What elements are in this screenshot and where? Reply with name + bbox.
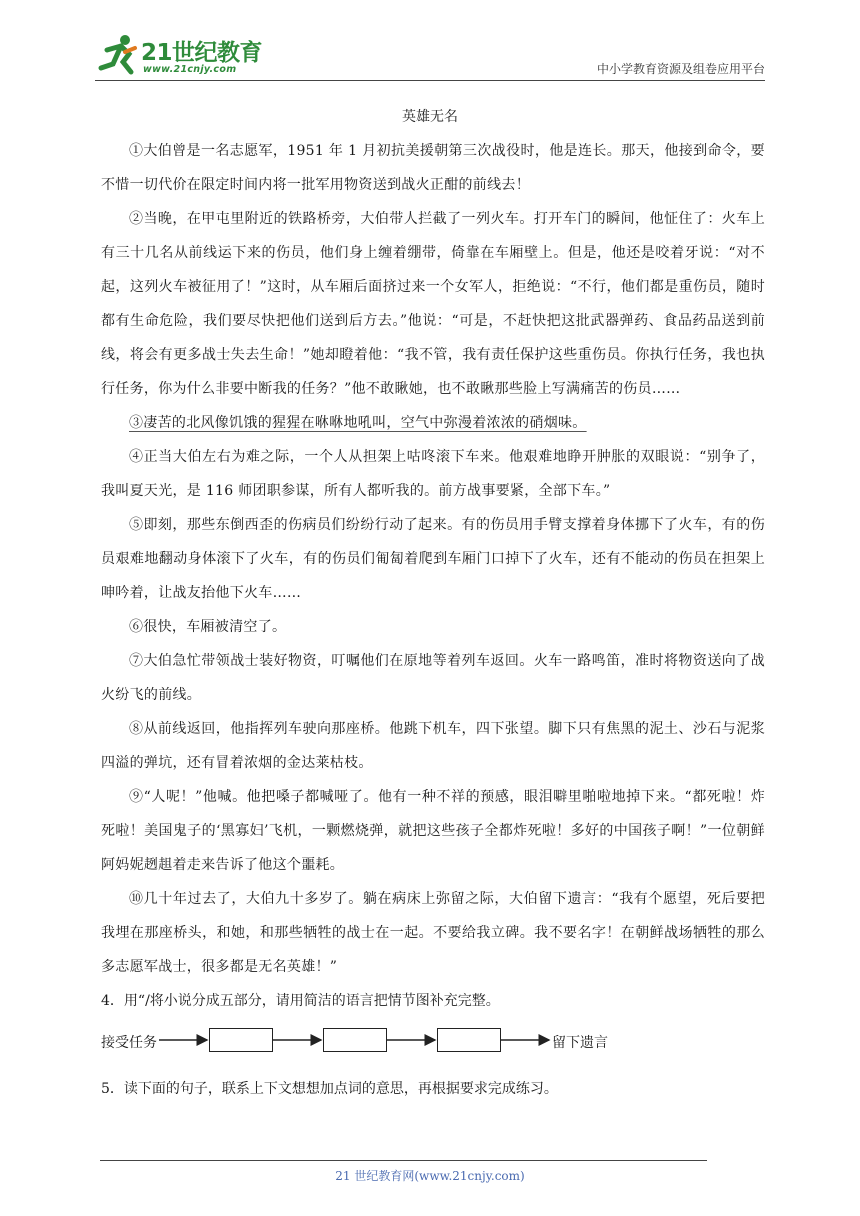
header-divider (95, 80, 765, 81)
paragraph-4: ④正当大伯左右为难之际，一个人从担架上咕咚滚下车来。他艰难地睁开肿胀的双眼说：“别争了，我叫夏天光，是 116 师团职参谋，所有人都听我的。前方战事要紧，全部下车。” (101, 449, 765, 499)
runner-icon (95, 32, 141, 78)
paragraph-7: ⑦大伯急忙带领战士装好物资，叮嘱他们在原地等着列车返回。火车一路鸣笛，准时将物资送向了战火纷飞的前线。 (101, 653, 765, 703)
platform-name: 中小学教育资源及组卷应用平台 (596, 62, 765, 76)
paragraph-10: ⑩几十年过去了，大伯九十多岁了。躺在病床上弥留之际，大伯留下遗言：“我有个愿望，死后要把我埋在那座桥头，和她，和那些牺牲的战士在一起。不要给我立碑。我不要名字！在朝鲜战场牺牲的那么多志愿军战士，很多都是无名英雄！” (101, 891, 765, 975)
article-title: 英雄无名 (402, 109, 458, 125)
paragraph-1: ①大伯曾是一名志愿军，1951 年 1 月初抗美援朝第三次战役时，他是连长。那天，他接到命令，要不惜一切代价在限定时间内将一批军用物资送到战火正酣的前线去！ (101, 143, 765, 193)
logo-text: 21世纪教育 (141, 40, 263, 66)
flow-end-label: 留下遗言 (552, 1035, 608, 1051)
footer-link[interactable]: 21 世纪教育网(www.21cnjy.com) (335, 1169, 525, 1183)
plot-flowchart (101, 1022, 765, 1066)
article-body (101, 134, 765, 1106)
paragraph-6: ⑥很快，车厢被清空了。 (129, 619, 287, 635)
paragraph-3 (101, 406, 765, 440)
paragraph-2: ②当晚，在甲屯里附近的铁路桥旁，大伯带人拦截了一列火车。打开车门的瞬间，他怔住了：火车上有三十几名从前线运下来的伤员，他们身上缠着绷带，倚靠在车厢壁上。但是，他还是咬着牙说：“对不起，这列火车被征用了！”这时，从车厢后面挤过来一个女军人，拒绝说：“不行，他们都是重伤员，随时都有生命危险，我们要尽快把他们送到后方去。”他说：“可是，不赶快把这批武器弹药、食品药品送到前线，将会有更多战士失去生命！”她却瞪着他：“我不管，我有责任保护这些重伤员。你执行任务，我也执行任务，你为什么非要中断我的任务？”他不敢瞅她，也不敢瞅那些脸上写满痛苦的伤员…… (101, 211, 765, 397)
underlined-sentence: ③凄苦的北风像饥饿的猩猩在咻咻地吼叫，空气中弥漫着浓浓的硝烟味。 (129, 415, 587, 431)
footer-divider (100, 1160, 707, 1161)
logo-url: www.21cnjy.com (143, 64, 237, 75)
site-logo[interactable] (95, 32, 265, 80)
page-header (95, 30, 765, 82)
paragraph-9: ⑨“人呢！”他喊。他把嗓子都喊哑了。他有一种不祥的预感，眼泪噼里啪啦地掉下来。“都死啦！炸死啦！美国鬼子的‘黑寡妇’飞机，一颗燃烧弹，就把这些孩子全都炸死啦！多好的中国孩子啊！”一位朝鲜阿妈妮趔趄着走来告诉了他这个噩耗。 (101, 789, 765, 873)
paragraph-8: ⑧从前线返回，他指挥列车驶向那座桥。他跳下机车，四下张望。脚下只有焦黑的泥土、沙石与泥浆四溢的弹坑，还有冒着浓烟的金达莱枯枝。 (101, 721, 765, 771)
flow-blank-box-3[interactable] (437, 1028, 501, 1052)
question-4: 4．用“/将小说分成五部分，请用简洁的语言把情节图补充完整。 (101, 993, 500, 1009)
flow-blank-box-2[interactable] (323, 1028, 387, 1052)
flow-start-label: 接受任务 (101, 1035, 157, 1051)
paragraph-5: ⑤即刻，那些东倒西歪的伤病员们纷纷行动了起来。有的伤员用手臂支撑着身体挪下了火车，有的伤员艰难地翻动身体滚下了火车，有的伤员们匍匐着爬到车厢门口掉下了火车，还有不能动的伤员在担架上呻吟着，让战友抬他下火车…… (101, 517, 765, 601)
question-5: 5．读下面的句子，联系上下文想想加点词的意思，再根据要求完成练习。 (101, 1081, 558, 1097)
flow-blank-box-1[interactable] (209, 1028, 273, 1052)
